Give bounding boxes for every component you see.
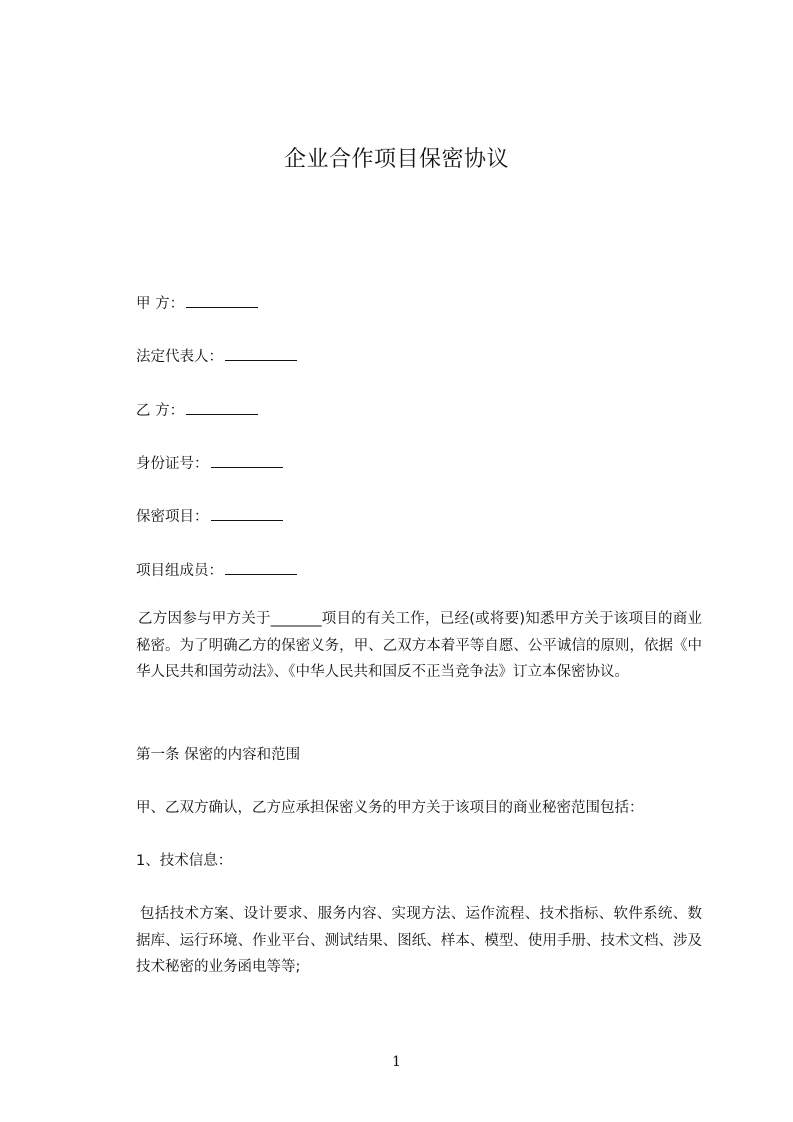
- intro-paragraph: 乙方因参与甲方关于_______项目的有关工作，已经(或将要)知悉甲方关于该项目的商业秘密。为了明确乙方的保密义务，甲、乙双方本着平等自愿、公平诚信的原则，依据《中华人民共和国劳动法》、《中华人民共和国反不正当竞争法》订立本保密协议。: [136, 611, 702, 680]
- item-1-paragraph: 包括技术方案、设计要求、服务内容、实现方法、运作流程、技术指标、软件系统、数据库、运行环境、作业平台、测试结果、图纸、样本、模型、使用手册、技术文档、涉及技术秘密的业务函电等等;: [136, 906, 702, 975]
- field-legal-representative: [136, 346, 297, 367]
- field-party-a-label: 甲 方：: [136, 296, 185, 312]
- field-project-members-blank: [225, 560, 297, 575]
- field-party-a: [136, 293, 258, 314]
- document-title: 企业合作项目保密协议: [283, 147, 509, 172]
- field-party-a-blank: [186, 293, 258, 308]
- field-project-members: [136, 560, 297, 581]
- field-party-b-label: 乙 方：: [136, 403, 185, 419]
- field-id-number: [136, 453, 283, 474]
- item-1-heading: 1、技术信息：: [136, 853, 233, 869]
- field-legal-representative-label: 法定代表人：: [136, 349, 223, 365]
- field-project-members-label: 项目组成员：: [136, 563, 223, 579]
- field-id-number-blank: [211, 453, 283, 468]
- page-number: 1: [392, 1054, 401, 1070]
- article-1-heading: 第一条 保密的内容和范围: [136, 747, 301, 763]
- field-confidential-project-blank: [211, 506, 283, 521]
- field-legal-representative-blank: [225, 346, 297, 361]
- field-id-number-label: 身份证号：: [136, 456, 209, 472]
- field-confidential-project-label: 保密项目：: [136, 509, 209, 525]
- field-confidential-project: [136, 506, 283, 527]
- field-party-b: [136, 400, 258, 421]
- field-party-b-blank: [186, 400, 258, 415]
- article-1-text: 甲、乙双方确认，乙方应承担保密义务的甲方关于该项目的商业秘密范围包括：: [136, 800, 644, 816]
